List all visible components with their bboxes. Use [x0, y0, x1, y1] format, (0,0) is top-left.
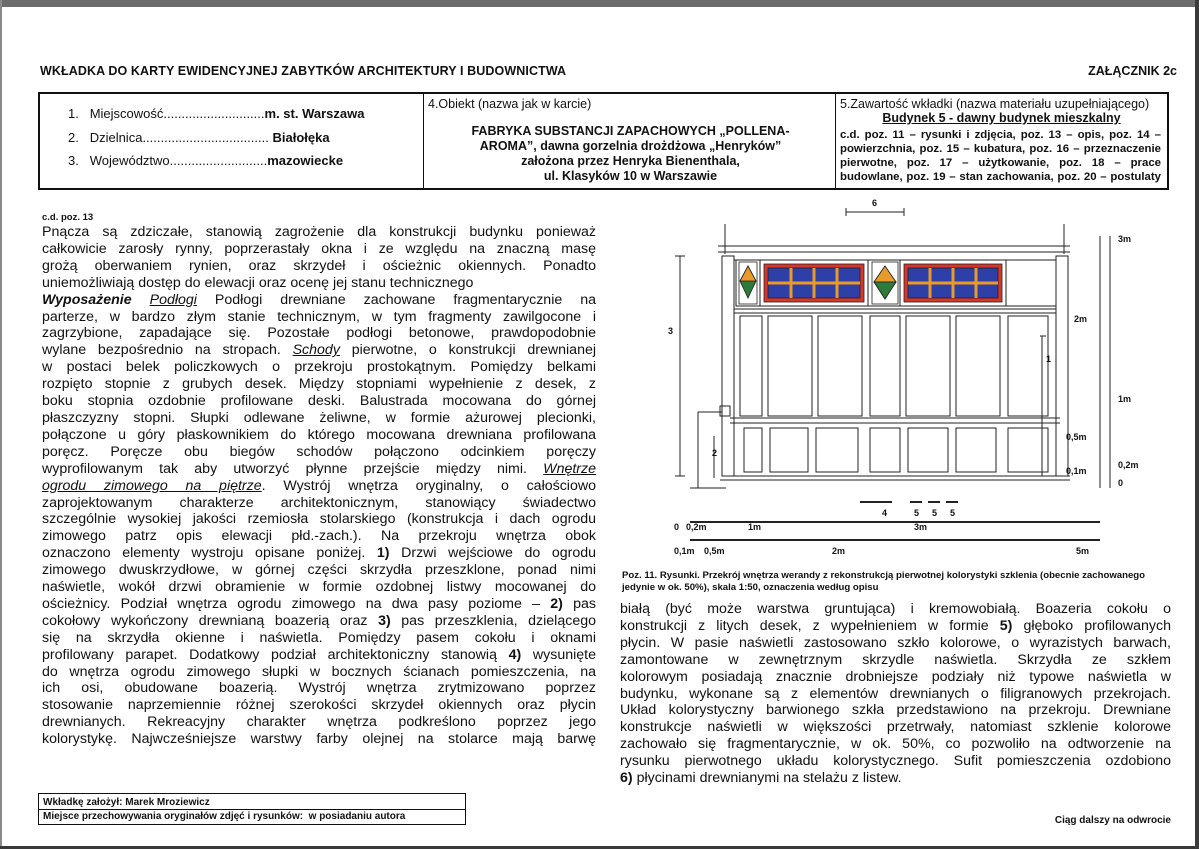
text-line: Pnącza są zdziczałe, stanowią zagrożenie dla konstrukcji budynku ponieważ — [42, 224, 596, 240]
figure-caption: Poz. 11. Rysunki. Przekrój wnętrza werandy z rekonstrukcją pierwotnej kolorystyki szklenia (obecnie zachowanego jedynie w ok. 50%), skala 1:50, oznaczenia według opisu — [622, 570, 1146, 593]
text-line: stosowanie naprzemiennie różnej szerokości skrzydeł okiennych oraz płycin — [42, 697, 596, 714]
text-line: rysunku pierwotnego układu kolorystycznego. Sufit pomieszczenia ozdobiono — [620, 753, 1171, 770]
text-line: grożą oberwaniem rynien, oraz skrzydeł i ościeżnic okiennych. Ponadto — [42, 257, 596, 274]
text-line: boku stopnia ozdobnie profilowane deski. Balustrada mocowana do górnej — [42, 393, 596, 410]
scale-label: 0,5m — [1066, 432, 1087, 442]
form-title: WKŁADKA DO KARTY EWIDENCYJNEJ ZABYTKÓW ARCHITEKTURY I BUDOWNICTWA — [40, 64, 567, 78]
author-line: Wkładkę założył: Marek Mroziewicz — [43, 797, 210, 808]
storage-value: w posiadaniu autora — [308, 811, 406, 822]
text-line: parterze, w bardzo złym stanie technicznym, w tym fragmenty zawilgocone i — [42, 308, 596, 325]
subheading-floors: Podłogi — [149, 291, 197, 308]
drawing-label-6: 6 — [872, 198, 878, 208]
contents-heading: 5.Zawartość wkładki (nazwa materiału uzupełniającego) — [840, 97, 1150, 111]
page-edge-left — [0, 0, 2, 849]
location-value-district: Białołęka — [272, 130, 330, 145]
text-line: połączone u góry płaskownikiem do którego mocowana drewniana profilowana — [42, 426, 596, 443]
building-title: Budynek 5 - dawny budynek mieszkalny — [882, 111, 1121, 125]
header-box — [38, 92, 1169, 190]
location-value-voivodeship: mazowiecke — [267, 153, 344, 168]
continued-note: Ciąg dalszy na odwrocie — [1054, 815, 1171, 826]
scale-label: 0,2m — [1118, 460, 1139, 470]
text-line: do wnętrza ogrodu zimowego słupki w bocznych ścianach pomieszczenia, na — [42, 663, 596, 680]
page-edge-top — [0, 0, 1199, 7]
text-line: ościeżnicy. Podział wnętrza ogrodu zimowego na dwa pasy poziome – 2) pas — [42, 595, 596, 612]
drawing-label-4: 4 — [882, 508, 888, 518]
text-line: płaszczyzny stopni. Słupki odlewane żeliwne, w formie ażurowej plecionki, — [42, 409, 596, 426]
attachment-label: ZAŁĄCZNIK 2c — [1088, 64, 1177, 78]
text-line: Układ kolorystyczny barwionego szkła przedstawiono na przekroju. Drewniane — [620, 702, 1171, 719]
description-left-column — [42, 224, 596, 748]
text-line: się na skrzydła okienne i naświetla. Pomiędzy pasem cokołu i oknami — [42, 629, 596, 646]
text-line: naświetle, wokół drzwi obramienie w formie ozdobnej listwy mocowanej do — [42, 579, 596, 596]
scale-label: 5m — [1076, 546, 1090, 556]
text-line: białą (być może warstwa gruntująca) i kremowobiałą. Boazeria cokołu o — [620, 601, 1171, 617]
text-line: wylane bezpośrednio na stropach. Schody pierwotne, o konstrukcji drewnianej — [42, 342, 596, 359]
location-value-city: m. st. Warszawa — [264, 106, 365, 121]
text-line: płycin. W pasie naświetli zastosowano szkło kolorowe, o wyrazistych barwach, — [620, 634, 1171, 651]
scale-label: 2m — [832, 546, 846, 556]
scale-label: 1m — [1118, 394, 1132, 404]
object-name: FABRYKA SUBSTANCJI ZAPACHOWYCH „POLLENA- AROMA”, dawna gorzelnia drożdżowa „Henryków” założona przez Henryka Bienenthala, ul. Klasyków 10 w Warszawie — [471, 124, 790, 183]
description-right-column — [620, 601, 1171, 787]
interior-section-drawing — [660, 196, 1170, 562]
text-line: zamontowane w zewnętrznym skrzydle naświetla. Skrzydła ze szkłem — [620, 651, 1171, 668]
drawing-label-5: 5 — [914, 508, 920, 518]
page-edge-right — [1195, 0, 1199, 849]
text-line: profilowany parapet. Dodatkowy podział architektoniczny stanowią 4) wysunięte — [42, 646, 596, 663]
subheading-stairs: Schody — [292, 342, 340, 359]
drawing-label-2: 2 — [712, 448, 718, 458]
text-line: 6) płycinami drewnianymi na stelażu z listew. — [620, 770, 902, 787]
text-line: budynku, wykonane są z elementów drewnianych o filigranowych przekrojach. — [620, 685, 1171, 702]
contents-list: c.d. poz. 11 – rysunki i zdjęcia, poz. 13 – opis, poz. 14 – powierzchnia, poz. 15 – kubatura, poz. 16 – przeznaczenie pierwotne, poz. 17 – użytkowanie, poz. 18 – prace budowlane, poz. 19 – stan zachowania, poz. 20 – postulaty — [840, 129, 1161, 183]
text-line: zagrzybione, zapadające się. Pozostałe podłogi betonowe, prawdopodobnie — [42, 325, 596, 342]
contents-column — [836, 94, 1167, 188]
scale-label: 0,1m — [1066, 466, 1087, 476]
text-line: kolorystykę. Najwcześniejsze warstwy farby olejnej na stolarce mają barwę — [42, 731, 596, 748]
continuation-label: c.d. poz. 13 — [42, 212, 94, 223]
text-line: Wyposażenie Podłogi Podłogi drewniane zachowane fragmentarycznie na — [42, 291, 596, 308]
subheading-winter-garden: ogrodu zimowego na piętrze — [42, 477, 262, 494]
text-line: oznaczono elementy wystroju opisane poniżej. 1) Drzwi wejściowe do ogrodu — [42, 545, 596, 562]
object-column — [424, 94, 836, 188]
scale-label: 0 — [1118, 478, 1124, 488]
text-line: cokołowy wykończony drewnianą boazerią oraz 3) pas przeszklenia, dzielącego — [42, 612, 596, 629]
scale-label: 2m — [1074, 314, 1088, 324]
scale-label: 0,5m — [704, 546, 725, 556]
text-line: konstrukcje naświetli w większości przetrwały, natomiast szklenie kolorowe — [620, 719, 1171, 736]
scale-label: 3m — [1118, 234, 1132, 244]
location-line-2: 2. Dzielnica................................... Białołęka — [68, 130, 330, 145]
text-line: kolorowym posiadają znacznie drobniejsze podziały niż typowe naświetla w — [620, 668, 1171, 685]
text-line: poręcz. Poręcze obu biegów schodów połączono odcinkiem poręczy — [42, 443, 596, 460]
scale-label: 0,1m — [674, 546, 695, 556]
text-line: zimowego dwuskrzydłowe, w górnej części skrzydła przeszklone, ponad nimi — [42, 562, 596, 579]
text-line: drewnianych. Rekreacyjny charakter wnętrza podkreślono poprzez jego — [42, 714, 596, 731]
text-line: zaprojektowanym charakterze architektonicznym, stanowiący świadectwo — [42, 494, 596, 511]
text-line: wyprofilowanym tak aby utworzyć płynne przejście między nimi. Wnętrze — [42, 460, 596, 477]
text-line: zimowego patrz opis elewacji płd.-zach.). Na przekroju wnętrza obok — [42, 528, 596, 545]
text-line: rozpięto stopnie z grubych desek. Między stopniami wypełnienie z desek, z — [42, 376, 596, 393]
storage-line: Miejsce przechowywania oryginałów zdjęć i rysunków: w posiadaniu autora — [39, 809, 465, 822]
drawing-label-5: 5 — [932, 508, 938, 518]
text-line: konstrukcji z litych desek, z wypełnieniem w formie 5) głęboko profilowanych — [620, 617, 1171, 634]
text-line: szczególnie wysokiej jakości rzemiosła stolarskiego (konstrukcja i dach ogrodu — [42, 511, 596, 528]
subheading-interior: Wnętrze — [543, 460, 596, 477]
location-line-3: 3. Województwo...........................mazowiecke — [68, 153, 344, 168]
drawing-label-1: 1 — [1046, 354, 1052, 364]
scale-label: 3m — [914, 522, 928, 532]
text-line: ogrodu zimowego na piętrze. Wystrój wnętrza oryginalny, o całościowo — [42, 477, 596, 494]
text-line: w postaci belek policzkowych o przekroju prostokątnym. Pomiędzy belkami — [42, 359, 596, 376]
location-line-1: 1. Miejscowość............................m. st. Warszawa — [68, 106, 365, 121]
location-column — [40, 94, 424, 188]
drawing-label-5: 5 — [950, 508, 956, 518]
text-line: zachowało się fragmentarycznie, w ok. 50%, co pozwoliło na odtworzenie na — [620, 736, 1171, 753]
text-line: ich osi, obudowane boazerią. Wystrój wnętrza zrytmizowano poprzez — [42, 680, 596, 697]
scale-label: 1m — [748, 522, 762, 532]
scale-label: 0,2m — [686, 522, 707, 532]
text-line: całkowicie zarosły rynny, poprzerastały okna i ze względu na znaczną masę — [42, 240, 596, 257]
text-line: uniemożliwiają dostęp do elewacji oraz ocenę jej stanu technicznego — [42, 274, 474, 291]
scale-label: 0 — [674, 522, 680, 532]
drawing-label-3: 3 — [668, 326, 674, 336]
section-heading-equipment: Wyposażenie — [42, 291, 132, 308]
object-heading: 4.Obiekt (nazwa jak w karcie) — [428, 97, 592, 111]
footer-box — [38, 793, 466, 825]
author-name: Marek Mroziewicz — [125, 797, 210, 808]
